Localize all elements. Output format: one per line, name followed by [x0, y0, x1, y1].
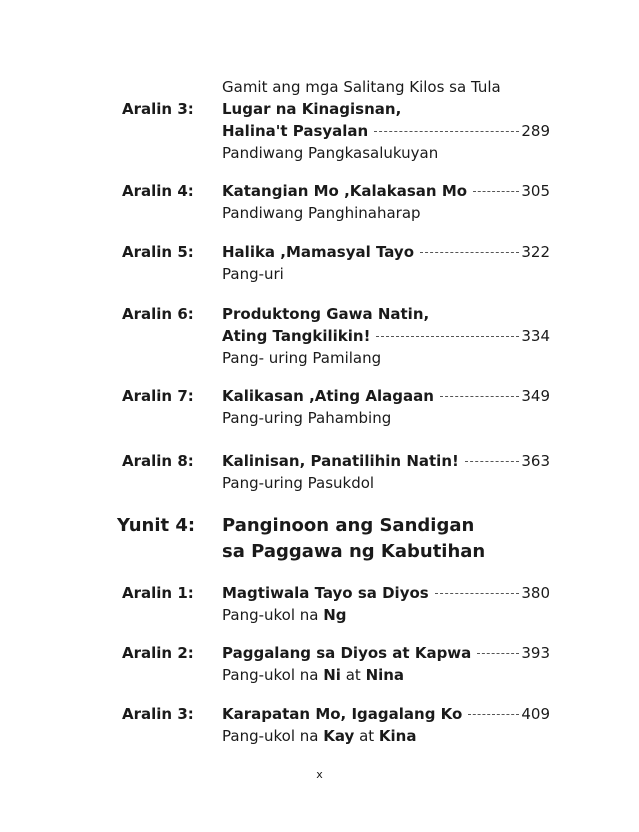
subtitle-bold: Ng — [323, 606, 347, 624]
dotted-leader — [374, 131, 519, 132]
toc-title: Halika ,Mamasyal Tayo — [222, 243, 415, 261]
toc-title: Halina't Pasyalan — [222, 122, 369, 140]
toc-subtitle: Pang-uri — [222, 265, 284, 283]
toc-label: Aralin 3: — [122, 100, 194, 118]
toc-label: Aralin 3: — [122, 705, 194, 723]
dotted-leader — [465, 461, 520, 462]
dotted-leader — [473, 191, 519, 192]
toc-entry-aralin-4 — [222, 180, 550, 224]
toc-page-number: 289 — [521, 122, 550, 140]
toc-line — [222, 120, 550, 142]
toc-title: Produktong Gawa Natin, — [222, 305, 430, 323]
yunit-label: Yunit 4: — [117, 515, 196, 536]
toc-line — [222, 325, 550, 347]
toc-page-number: 409 — [521, 705, 550, 723]
dotted-leader — [477, 653, 519, 654]
toc-label: Aralin 5: — [122, 243, 194, 261]
dotted-leader — [468, 714, 519, 715]
toc-line — [222, 703, 550, 725]
toc-subtitle — [222, 725, 550, 747]
subtitle-bold: Ni — [323, 666, 341, 684]
toc-title: Kalinisan, Panatilihin Natin! — [222, 452, 459, 470]
toc-title: Lugar na Kinagisnan, — [222, 100, 402, 118]
toc-page-number: 380 — [521, 584, 550, 602]
toc-entry-yunit-aralin-3 — [222, 703, 550, 747]
toc-page-number: 363 — [521, 452, 550, 470]
toc-title: Magtiwala Tayo sa Diyos — [222, 584, 429, 602]
toc-entry-yunit-aralin-2 — [222, 642, 550, 686]
toc-entry-aralin-3-body — [222, 98, 550, 164]
toc-title: Kalikasan ,Ating Alagaan — [222, 387, 434, 405]
toc-label: Aralin 4: — [122, 182, 194, 200]
toc-entry-aralin-7 — [222, 385, 550, 429]
toc-entry-aralin-8 — [222, 450, 550, 494]
toc-title: Paggalang sa Diyos at Kapwa — [222, 644, 472, 662]
yunit-title: sa Paggawa ng Kabutihan — [222, 541, 486, 562]
toc-entry-aralin-6 — [222, 303, 550, 369]
toc-label: Aralin 6: — [122, 305, 194, 323]
dotted-leader — [420, 252, 519, 253]
toc-entry-aralin-3 — [222, 76, 550, 98]
toc-page-number: 322 — [521, 243, 550, 261]
toc-label: Aralin 1: — [122, 584, 194, 602]
dotted-leader — [440, 396, 519, 397]
toc-label: Aralin 2: — [122, 644, 194, 662]
toc-line — [222, 642, 550, 664]
toc-title: Ating Tangkilikin! — [222, 327, 371, 345]
toc-subtitle: Pang-uring Pahambing — [222, 409, 392, 427]
toc-subtitle — [222, 664, 550, 686]
toc-line — [222, 385, 550, 407]
subtitle-text: Pang-ukol na — [222, 606, 324, 624]
subtitle-text: at — [354, 727, 379, 745]
toc-title: Katangian Mo ,Kalakasan Mo — [222, 182, 468, 200]
toc-label: Aralin 7: — [122, 387, 194, 405]
toc-line — [222, 241, 550, 263]
toc-subtitle: Pang- uring Pamilang — [222, 349, 382, 367]
toc-label: Aralin 8: — [122, 452, 194, 470]
yunit-title: Panginoon ang Sandigan — [222, 515, 475, 536]
dotted-leader — [435, 593, 520, 594]
toc-title: Karapatan Mo, Igagalang Ko — [222, 705, 463, 723]
toc-entry-yunit-aralin-1 — [222, 582, 550, 626]
subtitle-text: Pang-ukol na — [222, 727, 324, 745]
subtitle-bold: Kina — [378, 727, 417, 745]
toc-page-number: 349 — [521, 387, 550, 405]
toc-line — [222, 582, 550, 604]
toc-subtitle: Pang-uring Pasukdol — [222, 474, 375, 492]
subtitle-text: Pang-ukol na — [222, 666, 324, 684]
toc-subtitle: Pandiwang Panghinaharap — [222, 204, 421, 222]
toc-page-number: 334 — [521, 327, 550, 345]
toc-subtitle: Pandiwang Pangkasalukuyan — [222, 144, 439, 162]
dotted-leader — [376, 336, 519, 337]
subtitle-bold: Nina — [365, 666, 405, 684]
toc-subtitle — [222, 604, 550, 626]
page-number: x — [316, 768, 323, 781]
subtitle-text: at — [340, 666, 366, 684]
subtitle-bold: Kay — [323, 727, 355, 745]
toc-entry-aralin-5 — [222, 241, 550, 285]
toc-page-number: 393 — [521, 644, 550, 662]
toc-line — [222, 450, 550, 472]
toc-intro: Gamit ang mga Salitang Kilos sa Tula — [222, 78, 501, 96]
toc-line — [222, 180, 550, 202]
toc-page-number: 305 — [521, 182, 550, 200]
